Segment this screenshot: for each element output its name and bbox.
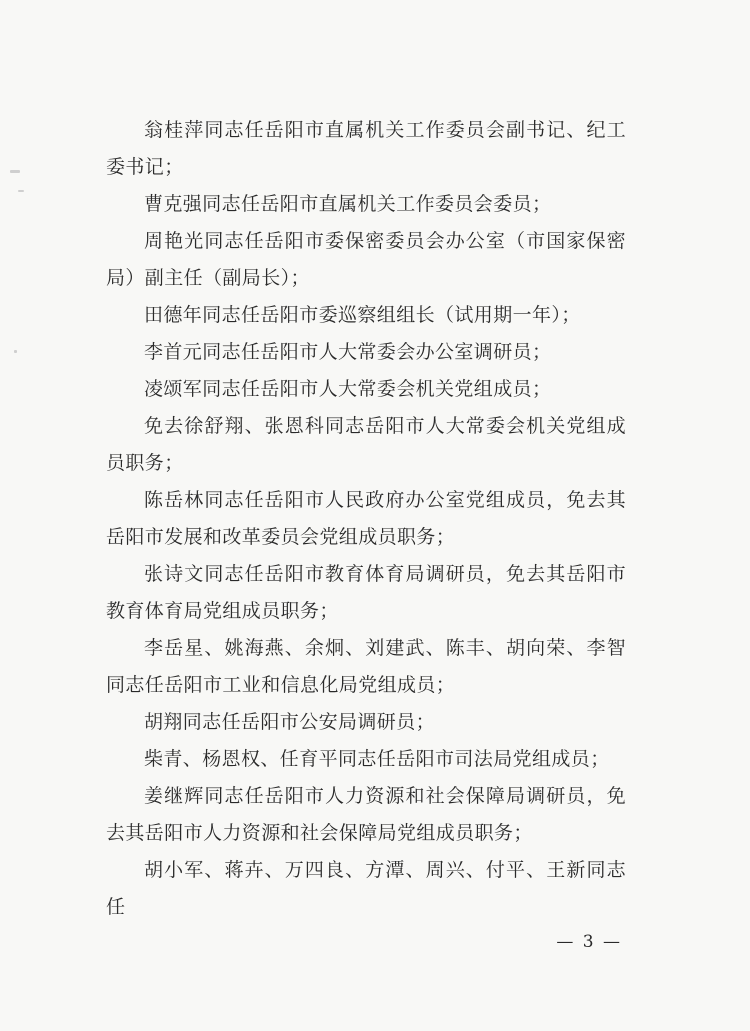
removal-paragraph: 免去徐舒翔、张恩科同志岳阳市人大常委会机关党组成员职务； (106, 415, 626, 474)
appointment-paragraph: 姜继辉同志任岳阳市人力资源和社会保障局调研员，免去其岳阳市人力资源和社会保障局党组成员职务； (106, 785, 626, 844)
scan-mark (14, 350, 17, 353)
appointment-paragraph: 张诗文同志任岳阳市教育体育局调研员，免去其岳阳市教育体育局党组成员职务； (106, 563, 626, 622)
appointment-paragraph: 凌颂军同志任岳阳市人大常委会机关党组成员； (144, 378, 552, 400)
appointment-paragraph: 翁桂萍同志任岳阳市直属机关工作委员会副书记、纪工委书记； (106, 119, 626, 178)
appointment-paragraph: 李岳星、姚海燕、余炯、刘建武、陈丰、胡向荣、李智同志任岳阳市工业和信息化局党组成员； (106, 637, 626, 696)
appointment-paragraph: 胡小军、蒋卉、万四良、方潭、周兴、付平、王新同志任 (106, 859, 626, 918)
appointment-paragraph: 胡翔同志任岳阳市公安局调研员； (144, 711, 436, 733)
appointment-paragraph: 曹克强同志任岳阳市直属机关工作委员会委员； (144, 193, 552, 215)
scan-mark (10, 170, 20, 173)
appointment-paragraph: 李首元同志任岳阳市人大常委会办公室调研员； (144, 341, 552, 363)
appointment-paragraph: 陈岳林同志任岳阳市人民政府办公室党组成员，免去其岳阳市发展和改革委员会党组成员职务； (106, 489, 626, 548)
appointment-paragraph: 柴青、杨恩权、任育平同志任岳阳市司法局党组成员； (144, 748, 610, 770)
appointment-paragraph: 田德年同志任岳阳市委巡察组组长（试用期一年）； (144, 304, 581, 326)
appointment-paragraph: 周艳光同志任岳阳市委保密委员会办公室（市国家保密局）副主任（副局长）； (106, 230, 626, 289)
page-number: — 3 — (556, 932, 622, 952)
document-body (106, 112, 626, 926)
scan-mark (18, 190, 24, 192)
